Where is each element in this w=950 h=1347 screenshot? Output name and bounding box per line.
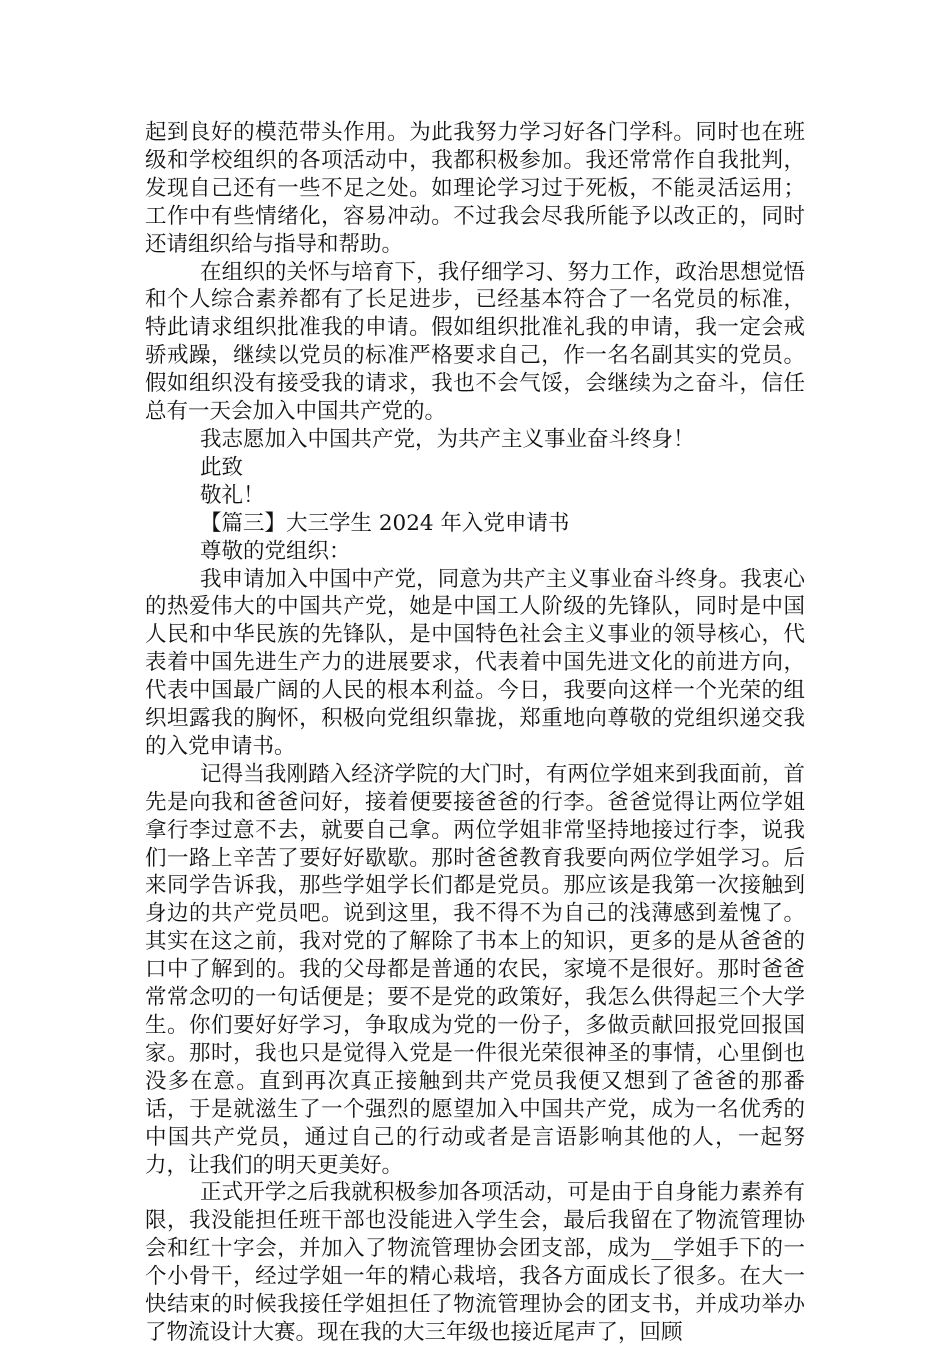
paragraph-1: 起到良好的模范带头作用。为此我努力学习好各门学科。同时也在班级和学校组织的各项活动中，我都积极参加。我还常常作自我批判，发现自己还有一些不足之处。如理论学习过于死板，不能灵活运用；工作中有些情绪化，容易冲动。不过我会尽我所能予以改正的，同时还请组织给与指导和帮助。 (145, 120, 805, 257)
pledge-line: 我志愿加入中国共产党，为共产主义事业奋斗终身！ (200, 426, 695, 452)
closing-respect: 敬礼！ (200, 482, 265, 508)
section-heading: 【篇三】大三学生 2024 年入党申请书 (200, 510, 570, 536)
paragraph-2: 在组织的关怀与培育下，我仔细学习、努力工作，政治思想觉悟和个人综合素养都有了长足进步，已经基本符合了一名党员的标准，特此请求组织批准我的申请。假如组织批准礼我的申请，我一定会戒骄戒躁，继续以党员的标准严格要求自己，作一名名副其实的党员。假如组织没有接受我的请求，我也不会气馁，会继续为之奋斗，信任总有一天会加入中国共产党的。 (145, 259, 805, 425)
paragraph-3: 我申请加入中国中产党，同意为共产主义事业奋斗终身。我衷心的热爱伟大的中国共产党，她是中国工人阶级的先锋队，同时是中国人民和中华民族的先锋队，是中国特色社会主义事业的领导核心，代表着中国先进生产力的进展要求，代表着中国先进文化的前进方向，代表中国最广阔的人民的根本利益。今日，我要向这样一个光荣的组织坦露我的胸怀，积极向党组织靠拢，郑重地向尊敬的党组织递交我的入党申请书。 (145, 566, 805, 759)
greeting-line: 尊敬的党组织： (200, 538, 351, 564)
closing-salutation: 此致 (200, 454, 244, 480)
paragraph-4: 记得当我刚踏入经济学院的大门时，有两位学姐来到我面前，首先是向我和爸爸问好，接着便要接爸爸的行李。爸爸觉得让两位学姐拿行李过意不去，就要自己拿。两位学姐非常坚持地接过行李，说我们一路上辛苦了要好好歇歇。那时爸爸教育我要向两位学姐学习。后来同学告诉我，那些学姐学长们都是党员。那应该是我第一次接触到身边的共产党员吧。说到这里，我不得不为自己的浅薄感到羞愧了。其实在这之前，我对党的了解除了书本上的知识，更多的是从爸爸的口中了解到的。我的父母都是普通的农民，家境不是很好。那时爸爸常常念叨的一句话便是；要不是党的政策好，我怎么供得起三个大学生。你们要好好学习，争取成为党的一份子，多做贡献回报党回报国家。那时，我也只是觉得入党是一件很光荣很神圣的事情，心里倒也没多在意。直到再次真正接触到共产党员我便又想到了爸爸的那番话，于是就滋生了一个强烈的愿望加入中国共产党，成为一名优秀的中国共产党员，通过自己的行动或者是言语影响其他的人，一起努力，让我们的明天更美好。 (145, 761, 805, 1178)
document-page (145, 119, 805, 1347)
paragraph-5: 正式开学之后我就积极参加各项活动，可是由于自身能力素养有限，我没能担任班干部也没能进入学生会，最后我留在了物流管理协会和红十字会，并加入了物流管理协会团支部，成为__学姐手下的一个小骨干，经过学姐一年的精心栽培，我各方面成长了很多。在大一快结束的时候我接任学姐担任了物流管理协会的团支书，并成功举办了物流设计大赛。现在我的大三年级也接近尾声了，回顾 (145, 1180, 805, 1345)
